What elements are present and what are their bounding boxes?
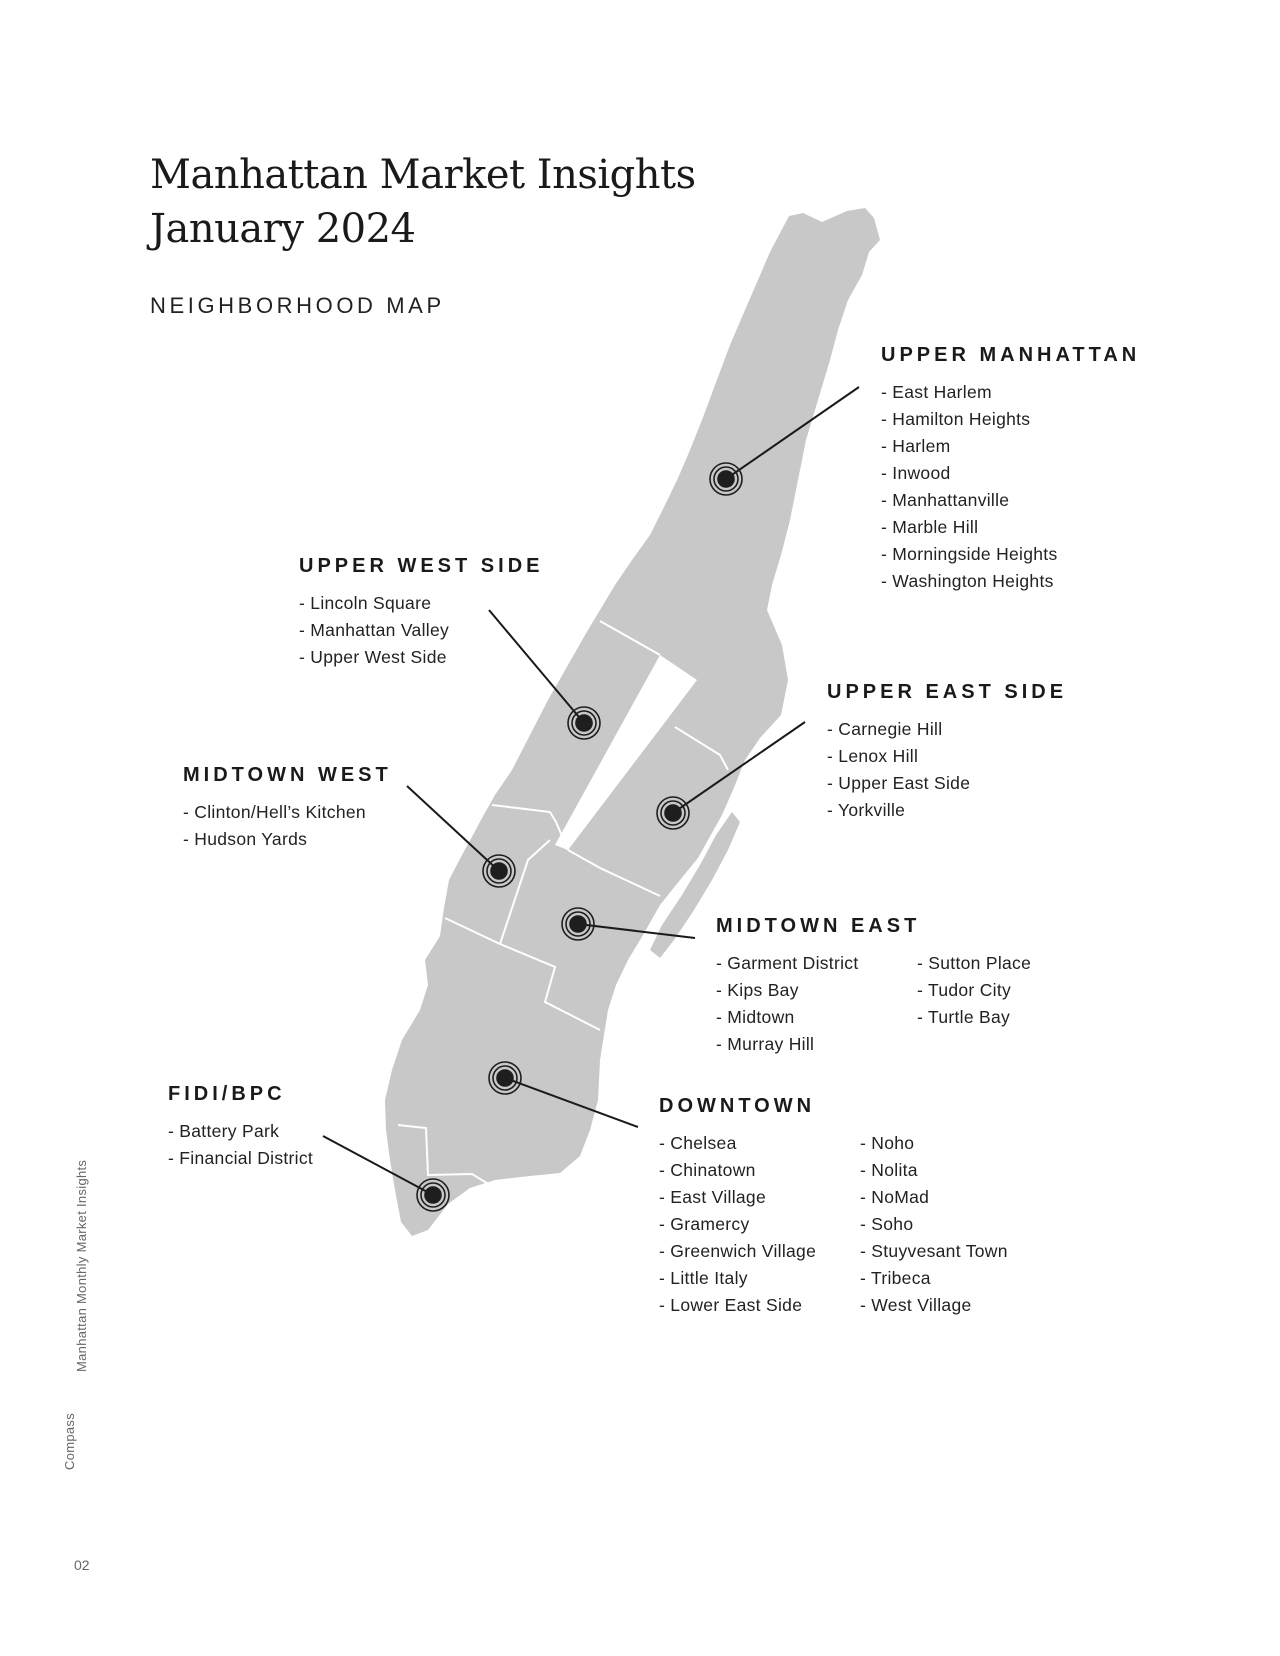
list-item: - Lenox Hill bbox=[827, 743, 1067, 770]
list-item: - Garment District bbox=[716, 950, 917, 977]
list-item: - Hudson Yards bbox=[183, 826, 392, 853]
list-item: - Clinton/Hell’s Kitchen bbox=[183, 799, 392, 826]
neighborhood-list-fidi-bpc bbox=[168, 1118, 313, 1172]
list-item: - Stuyvesant Town bbox=[860, 1238, 1008, 1265]
region-upper-west-side bbox=[299, 555, 543, 671]
region-title-fidi-bpc: FIDI/BPC bbox=[168, 1083, 286, 1105]
list-item: - Greenwich Village bbox=[659, 1238, 860, 1265]
neighborhood-list-midtown-east-2 bbox=[917, 950, 1031, 1058]
list-item: - Kips Bay bbox=[716, 977, 917, 1004]
title-line-2: January 2024 bbox=[150, 206, 416, 252]
region-midtown-west bbox=[183, 764, 392, 853]
brand-side-label: Compass bbox=[62, 1412, 77, 1470]
list-item: - East Harlem bbox=[881, 379, 1140, 406]
neighborhood-list-downtown-2 bbox=[860, 1130, 1008, 1319]
page-number: 02 bbox=[74, 1557, 90, 1573]
region-title-downtown: DOWNTOWN bbox=[659, 1095, 816, 1117]
list-item: - Carnegie Hill bbox=[827, 716, 1067, 743]
region-fidi-bpc bbox=[168, 1083, 313, 1172]
list-item: - West Village bbox=[860, 1292, 1008, 1319]
region-downtown bbox=[659, 1095, 1008, 1319]
list-item: - Morningside Heights bbox=[881, 541, 1140, 568]
list-item: - Manhattan Valley bbox=[299, 617, 543, 644]
list-item: - Soho bbox=[860, 1211, 1008, 1238]
list-item: - Manhattanville bbox=[881, 487, 1140, 514]
list-item: - Chinatown bbox=[659, 1157, 860, 1184]
neighborhood-list-upper-manhattan bbox=[881, 379, 1140, 595]
neighborhood-list-midtown-west bbox=[183, 799, 392, 853]
neighborhood-list-upper-west-side bbox=[299, 590, 543, 671]
list-item: - Gramercy bbox=[659, 1211, 860, 1238]
region-midtown-east bbox=[716, 915, 1031, 1058]
list-item: - Turtle Bay bbox=[917, 1004, 1031, 1031]
list-item: - Washington Heights bbox=[881, 568, 1140, 595]
marker-upper-east-side[interactable] bbox=[657, 797, 689, 829]
list-item: - Inwood bbox=[881, 460, 1140, 487]
list-item: - Upper East Side bbox=[827, 770, 1067, 797]
region-title-midtown-west: MIDTOWN WEST bbox=[183, 764, 392, 786]
list-item: - Little Italy bbox=[659, 1265, 860, 1292]
title-line-1: Manhattan Market Insights bbox=[150, 152, 696, 198]
list-item: - Nolita bbox=[860, 1157, 1008, 1184]
region-title-upper-east-side: UPPER EAST SIDE bbox=[827, 681, 1068, 703]
neighborhood-list-downtown-1 bbox=[659, 1130, 860, 1319]
region-upper-east-side bbox=[827, 681, 1067, 824]
region-upper-manhattan bbox=[881, 344, 1140, 595]
region-title-midtown-east: MIDTOWN EAST bbox=[716, 915, 921, 937]
list-item: - Yorkville bbox=[827, 797, 1067, 824]
list-item: - Lower East Side bbox=[659, 1292, 860, 1319]
marker-upper-west-side[interactable] bbox=[568, 707, 600, 739]
list-item: - Tudor City bbox=[917, 977, 1031, 1004]
list-item: - Noho bbox=[860, 1130, 1008, 1157]
neighborhood-list-midtown-east-1 bbox=[716, 950, 917, 1058]
list-item: - Chelsea bbox=[659, 1130, 860, 1157]
list-item: - Lincoln Square bbox=[299, 590, 543, 617]
list-item: - East Village bbox=[659, 1184, 860, 1211]
region-title-upper-manhattan: UPPER MANHATTAN bbox=[881, 344, 1141, 366]
marker-midtown-east[interactable] bbox=[562, 908, 594, 940]
list-item: - Tribeca bbox=[860, 1265, 1008, 1292]
region-title-upper-west-side: UPPER WEST SIDE bbox=[299, 555, 544, 577]
list-item: - Hamilton Heights bbox=[881, 406, 1140, 433]
marker-midtown-west[interactable] bbox=[483, 855, 515, 887]
list-item: - Harlem bbox=[881, 433, 1140, 460]
section-subtitle: NEIGHBORHOOD MAP bbox=[150, 293, 445, 318]
list-item: - Murray Hill bbox=[716, 1031, 917, 1058]
marker-upper-manhattan[interactable] bbox=[710, 463, 742, 495]
list-item: - Upper West Side bbox=[299, 644, 543, 671]
publication-side-label: Manhattan Monthly Market Insights bbox=[74, 1159, 89, 1372]
list-item: - NoMad bbox=[860, 1184, 1008, 1211]
list-item: - Midtown bbox=[716, 1004, 917, 1031]
list-item: - Battery Park bbox=[168, 1118, 313, 1145]
neighborhood-list-upper-east-side bbox=[827, 716, 1067, 824]
list-item: - Marble Hill bbox=[881, 514, 1140, 541]
list-item: - Sutton Place bbox=[917, 950, 1031, 977]
list-item: - Financial District bbox=[168, 1145, 313, 1172]
